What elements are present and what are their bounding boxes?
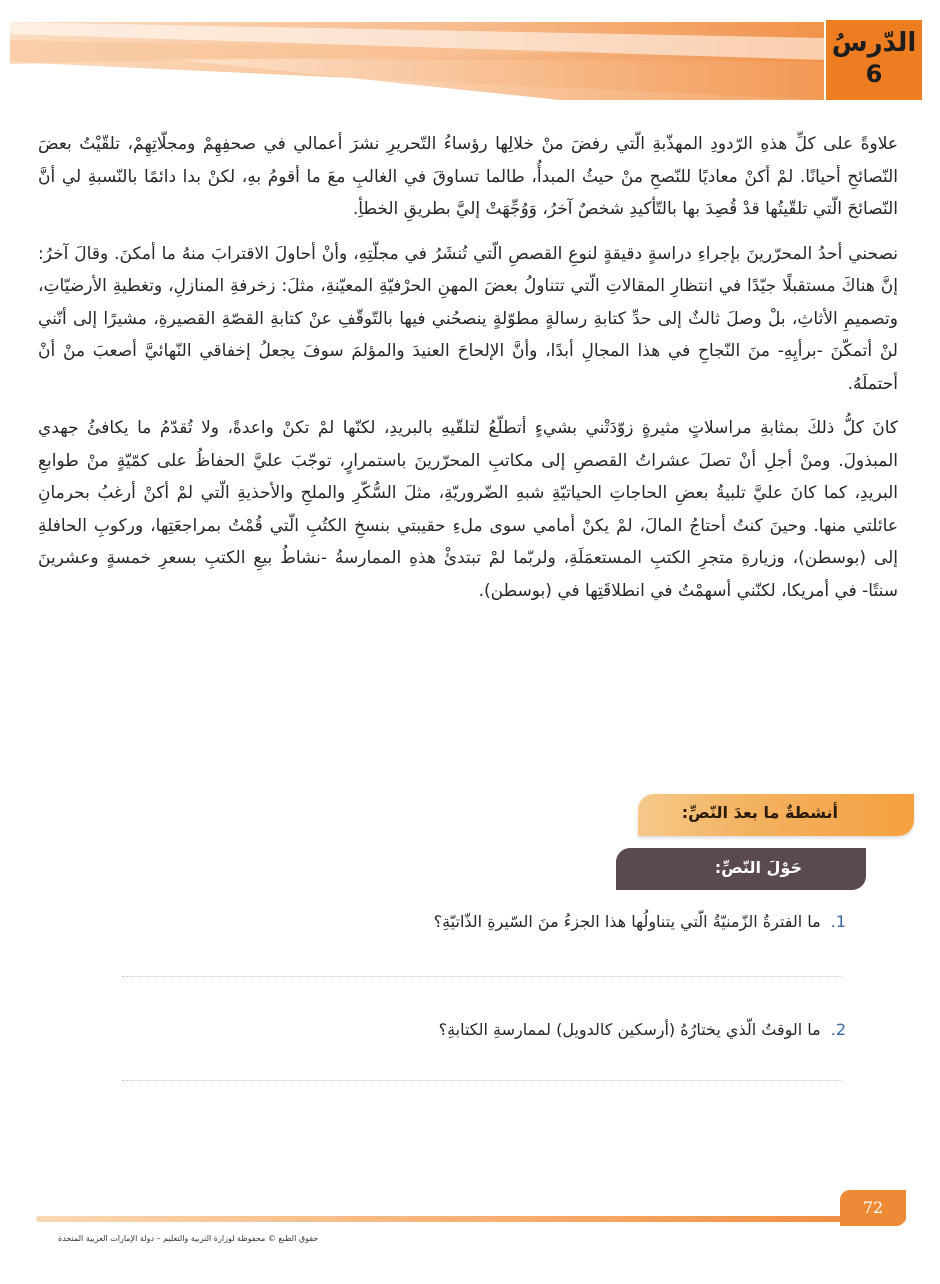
footer-bar — [36, 1216, 906, 1222]
question-1 — [434, 912, 846, 931]
paragraph-2: نصحني أحدُ المحرّرينَ بإجراءِ دراسةٍ دقيقةٍ لنوعِ القصصِ الّتي تُنشَرُ في مجلّتِهِ، وأنْ أحاولَ الاقترابَ منهُ ما أمكنَ. وقالَ آخرُ: إنَّ هناكَ مستقبلًا جيّدًا في انتظارِ المقالاتِ الّتي تتناولُ بعضَ المهنِ الحرْفيّةِ المعيّنةِ، مثلَ: زخرفةِ المنازلِ، وتغطيةِ الأرضيّاتِ، وتصميمِ الأثاثِ، بلْ وصلَ ثالثٌ إلى حدِّ كتابةِ رسالةٍ مطوّلةٍ ينصحُني فيها بالتّوقّفِ عنْ كتابةِ القصّةِ القصيرةِ، مشيرًا إلى أنّني لنْ أتمكّنَ -برأيِهِ- منَ النّجاحِ في هذا المجالِ أبدًا، وأنَّ الإلحاحَ العنيدَ والمؤلمَ سوفَ يجعلُ إخفاقي النّهائيَّ أصعبَ منْ أنْ أحتملَهُ. — [38, 243, 898, 394]
activities-banner — [638, 794, 914, 836]
copyright-notice: حقوق الطبع © محفوظة لوزارة التربية والتعليم – دولة الإمارات العربية المتحدة — [58, 1234, 319, 1243]
question-text: ما الفترةُ الزّمنيّةُ الّتي يتناولُها هذا الجزءُ منَ السّيرةِ الذّاتيّةِ؟ — [433, 912, 821, 931]
question-2 — [439, 1020, 846, 1039]
header-decoration — [0, 0, 940, 110]
activities-title: أنشطةٌ ما بعدَ النّصِّ: — [681, 803, 838, 822]
page-number-tab — [840, 1190, 906, 1226]
paragraph-3: كانَ كلُّ ذلكَ بمثابةِ مراسلاتٍ مثيرةٍ زوّدَتْني بشيءٍ أتطلّعُ لتلقّيهِ بالبريدِ، لكنّها لمْ تكنْ واعدةً، ولا تُقدّمُ ما يكافئُ جهدي المبذولَ. ومنْ أجلِ أنْ تصلَ عشراتُ القصصِ إلى مكاتبِ المحرّرينَ باستمرارٍ، توجّبَ عليَّ الحفاظُ على كمّيّةٍ منْ طوابعِ البريدِ، كما كانَ عليَّ تلبيةُ بعضِ الحاجاتِ الحياتيّةِ شبهِ الضّروريّةِ، مثلَ السُّكّرِ والملحِ والأحذيةِ الّتي لمْ أكنْ أرغبُ بحرمانِ عائلتي منها. وحينَ كنتُ أحتاجُ المالَ، لمْ يكنْ أمامي سوى ملءِ حقيبتي بنسخِ الكتُبِ الّتي قُمْتُ بمراجعَتِها، وركوبِ الحافلةِ إلى (بوسطن)، وزيارةِ متجرِ الكتبِ المستعمَلَةِ، ولربّما لمْ تبتدئْ هذهِ الممارسةُ -نشاطُ بيعِ الكتبِ بسعرِ خمسةٍ وعشرينَ سنتًا- في أمريكا، لكنّني أسهمْتُ في انطلاقَتِها في (بوسطن). — [38, 418, 898, 601]
section-title: حَوْلَ النّصِّ: — [714, 858, 802, 877]
question-text: ما الوقتُ الّذي يختارُهُ (أرسكين كالدويل) لممارسةِ الكتابةِ؟ — [438, 1020, 821, 1039]
page-header — [0, 0, 940, 110]
section-tab — [616, 848, 866, 890]
page-number: 72 — [862, 1198, 884, 1217]
answer-line[interactable] — [122, 1080, 842, 1081]
question-number: 1. — [830, 912, 846, 931]
question-number: 2. — [830, 1020, 846, 1039]
lesson-tab — [826, 20, 922, 100]
lesson-title: الدّرسُ — [831, 28, 917, 58]
reading-text — [38, 128, 898, 619]
answer-line[interactable] — [122, 976, 842, 977]
paragraph-1: علاوةً على كلِّ هذهِ الرّدودِ المهذّبةِ الّتي رفضَ منْ خلالِها رؤساءُ التّحريرِ نشرَ أعمالي في صحفِهِمْ ومجلّاتِهِمْ، تلقّيْتُ بعضَ النّصائحِ أحيانًا. لمْ أكنْ معاديًا للنّصحِ منْ حيثُ المبدأُ، طالما تساوقَ في الغالبِ معَ ما أقومُ بهِ، لكنْ بدا دائمًا بالنّسبةِ لي أنَّ النّصائحَ الّتي تلقّيتُها قدْ قُصِدَ بها بالتّأكيدِ شخصٌ آخرُ، وَوُجِّهَتْ إليَّ بطريقِ الخطأِ. — [38, 134, 898, 219]
lesson-number: 6 — [865, 60, 883, 88]
